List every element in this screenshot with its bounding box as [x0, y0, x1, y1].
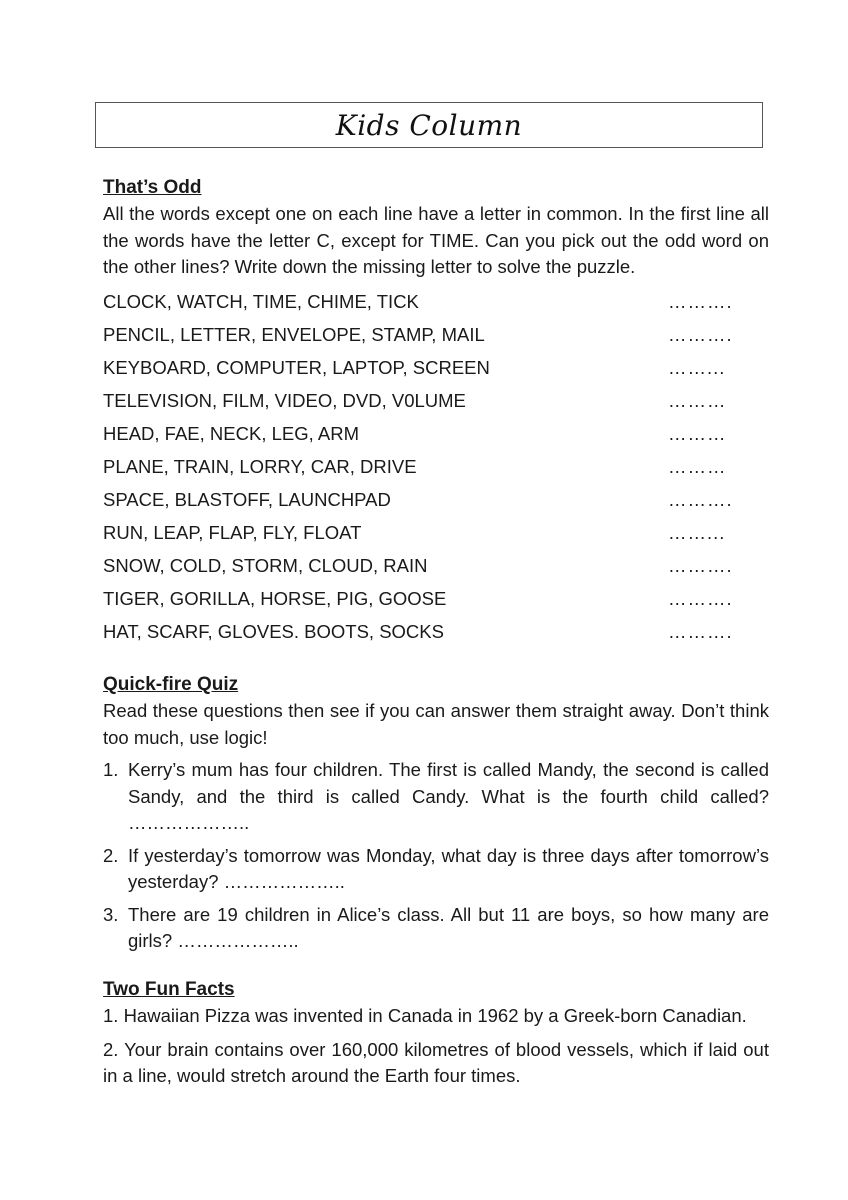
odd-word-list — [103, 288, 733, 651]
odd-row-words: TIGER, GORILLA, HORSE, PIG, GOOSE — [103, 588, 447, 609]
answer-blank: ……… — [668, 456, 727, 477]
odd-row — [103, 486, 733, 519]
answer-blank: ……... — [668, 522, 726, 543]
question-number: 1. — [103, 759, 119, 780]
page-title: Kids Column — [335, 108, 523, 142]
thats-odd-section — [103, 175, 769, 281]
odd-row — [103, 354, 726, 387]
odd-row — [103, 288, 733, 321]
question-text: If yesterday’s tomorrow was Monday, what day is three days after tomorrow’s yesterday? ……………….. — [128, 844, 769, 892]
thats-odd-heading: That’s Odd — [103, 177, 202, 198]
odd-row-words: HAT, SCARF, GLOVES. BOOTS, SOCKS — [103, 621, 444, 642]
quiz-intro: Read these questions then see if you can answer them straight away. Don’t think too much, use logic! — [103, 700, 769, 748]
odd-row-words: PENCIL, LETTER, ENVELOPE, STAMP, MAIL — [103, 324, 485, 345]
answer-blank: ……… — [668, 423, 727, 444]
answer-blank: ………. — [668, 555, 733, 576]
quiz-question — [103, 902, 769, 955]
odd-row-words: TELEVISION, FILM, VIDEO, DVD, V0LUME — [103, 390, 466, 411]
question-number: 3. — [103, 903, 119, 925]
answer-blank: ………. — [668, 621, 733, 642]
quiz-question — [103, 843, 769, 896]
quiz-question — [103, 757, 769, 837]
odd-row-words: PLANE, TRAIN, LORRY, CAR, DRIVE — [103, 456, 417, 477]
odd-row-words: HEAD, FAE, NECK, LEG, ARM — [103, 423, 359, 444]
odd-row — [103, 552, 733, 585]
title-box — [95, 102, 763, 148]
answer-blank: ………. — [668, 588, 733, 609]
odd-row-words: KEYBOARD, COMPUTER, LAPTOP, SCREEN — [103, 357, 490, 378]
answer-blank: ………. — [668, 291, 733, 312]
odd-row-words: RUN, LEAP, FLAP, FLY, FLOAT — [103, 522, 362, 543]
answer-blank: ……... — [668, 357, 726, 378]
quiz-heading: Quick-fire Quiz — [103, 674, 239, 695]
odd-row-words: SPACE, BLASTOFF, LAUNCHPAD — [103, 489, 391, 510]
odd-row — [103, 618, 733, 651]
facts-heading: Two Fun Facts — [103, 979, 235, 1000]
quiz-list — [103, 757, 769, 955]
odd-row — [103, 321, 733, 354]
odd-row — [103, 420, 727, 453]
odd-row — [103, 519, 726, 552]
odd-row — [103, 387, 727, 420]
question-text: Kerry’s mum has four children. The first is called Mandy, the second is called Sandy, and the third is called Candy. What is the fourth child called? ……………….. — [128, 759, 769, 833]
odd-row-words: CLOCK, WATCH, TIME, CHIME, TICK — [103, 291, 419, 312]
answer-blank: ……… — [668, 390, 727, 411]
fact-item: 1. Hawaiian Pizza was invented in Canada in 1962 by a Greek-born Canadian. — [103, 1005, 747, 1026]
question-text: There are 19 children in Alice’s class. All but 11 are boys, so how many are girls? ……………….. — [128, 903, 769, 951]
fact-item: 2. Your brain contains over 160,000 kilometres of blood vessels, which if laid out in a line, would stretch around the Earth four times. — [103, 1038, 769, 1086]
question-number: 2. — [103, 844, 119, 866]
odd-row — [103, 453, 727, 486]
odd-row — [103, 585, 733, 618]
answer-blank: ………. — [668, 324, 733, 345]
odd-row-words: SNOW, COLD, STORM, CLOUD, RAIN — [103, 555, 428, 576]
facts-section — [103, 977, 769, 1097]
thats-odd-intro: All the words except one on each line have a letter in common. In the first line all the words have the letter C, except for TIME. Can you pick out the odd word on the other lines? Write down the missing letter to solve the puzzle. — [103, 203, 769, 277]
quiz-section — [103, 672, 769, 961]
answer-blank: ………. — [668, 489, 733, 510]
